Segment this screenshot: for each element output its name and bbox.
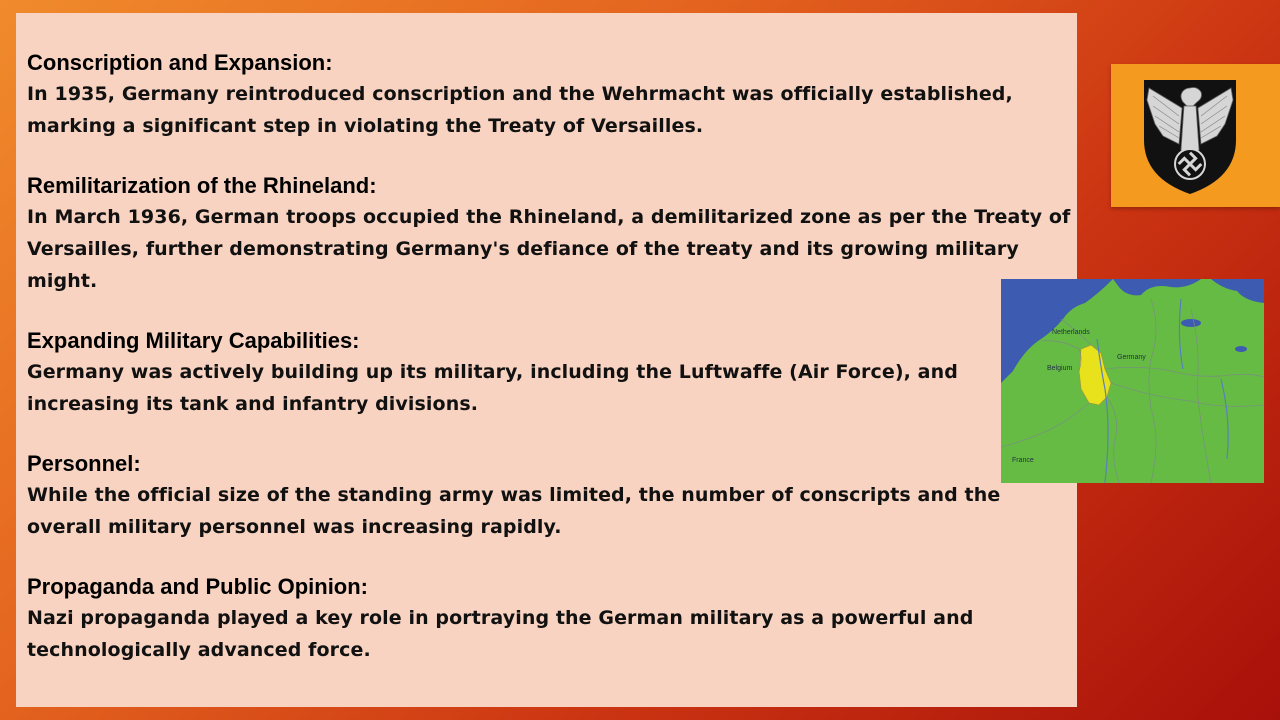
section-heading: Propaganda and Public Opinion: (27, 574, 369, 599)
section-personnel (27, 448, 1077, 543)
map-label-belgium: Belgium (1047, 365, 1073, 372)
section-heading: Remilitarization of the Rhineland: (27, 173, 377, 198)
section-body: In 1935, Germany reintroduced conscription and the Wehrmacht was officially established, marking a significant step in violating the Treaty of Versailles. (27, 83, 1013, 137)
section-heading: Conscription and Expansion: (27, 50, 333, 75)
text-panel (16, 13, 1077, 707)
section-conscription (27, 47, 1077, 142)
map-label-germany: Germany (1117, 354, 1146, 361)
section-body: Nazi propaganda played a key role in portraying the German military as a powerful and technologically advanced force. (27, 607, 974, 661)
map-label-france: France (1012, 457, 1034, 464)
section-rhineland (27, 170, 1077, 297)
section-body: While the official size of the standing army was limited, the number of conscripts and the overall military personnel was increasing rapidly. (27, 484, 1001, 538)
section-propaganda (27, 571, 1077, 666)
eagle-shield-icon (1141, 78, 1239, 196)
section-heading: Personnel: (27, 451, 141, 476)
map-label-netherlands: Netherlands (1052, 329, 1090, 336)
emblem-image (1111, 64, 1280, 207)
section-body: In March 1936, German troops occupied the Rhineland, a demilitarized zone as per the Treaty of Versailles, further demonstrating Germany's defiance of the treaty and its growing military might. (27, 206, 1071, 292)
rhineland-map-image (1001, 279, 1264, 483)
map-drawing (1001, 279, 1264, 483)
section-military-capabilities (27, 325, 1077, 420)
section-body: Germany was actively building up its military, including the Luftwaffe (Air Force), and increasing its tank and infantry divisions. (27, 361, 958, 415)
section-heading: Expanding Military Capabilities: (27, 328, 360, 353)
